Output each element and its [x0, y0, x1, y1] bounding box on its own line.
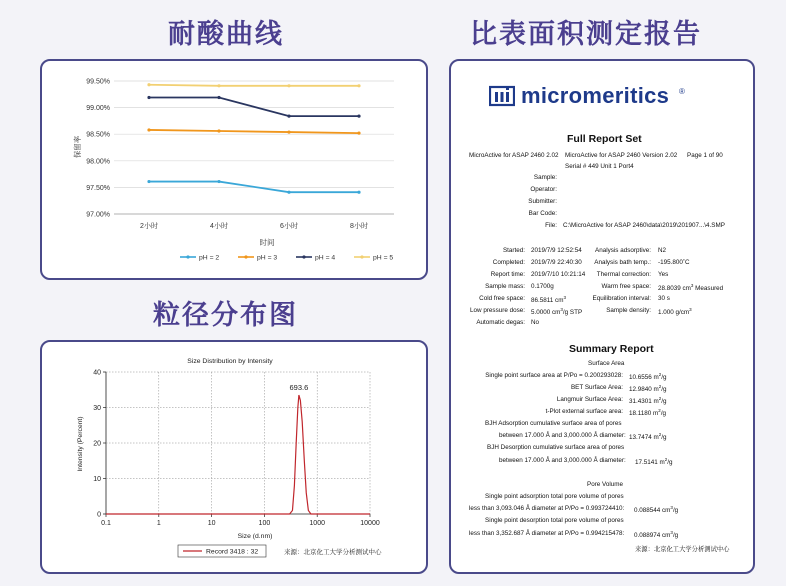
langmuir-sa-label: Langmuir Surface Area: — [556, 396, 623, 403]
psd-x-tick-label: 10000 — [360, 520, 380, 527]
adsorptive-label: Analysis adsorptive: — [595, 247, 651, 254]
bjh-ads-line2: between 17.000 Å and 3,000.000 Å diameter: — [499, 432, 626, 439]
acid-y-tick-label: 98.50% — [86, 131, 110, 139]
bjh-des-line2: between 17.000 Å and 3,000.000 Å diameter: — [499, 457, 626, 464]
density-label: Sample density: — [606, 307, 651, 314]
density-value: 1.000 $g/cm^3$ — [658, 307, 692, 317]
acid-legend-label: pH = 3 — [257, 254, 278, 262]
cold-space-label: Cold free space: — [479, 295, 525, 302]
acid-point — [217, 84, 220, 87]
acid-x-tick-label: 2小时 — [140, 223, 158, 230]
low-pressure-label: Low pressure dose: — [470, 307, 525, 314]
bet-report-panel — [449, 59, 755, 574]
psd-peak-label: 693.6 — [289, 383, 309, 393]
bath-temp-label: Analysis bath temp.: — [594, 259, 651, 266]
bjh-des-value: 17.5141 $m^2/g$ — [635, 457, 673, 467]
pv-des-line2: less than 3,352.687 Å diameter at P/Po = 0.994215478: — [469, 530, 625, 537]
acid-y-ticks — [86, 79, 110, 219]
file-path: C:\MicroActive for ASAP 2460\data\2019\201907...\4.SMP — [563, 222, 725, 229]
report-time-value: 2019/7/10 10:21:14 — [531, 271, 586, 278]
pv-ads-line2: less than 3,093.046 Å diameter at P/Po = 0.993724410: — [469, 505, 625, 512]
acid-curve-chart — [42, 61, 426, 278]
acid-point — [217, 96, 220, 99]
bjh-ads-line1: BJH Adsorption cumulative surface area of pores — [485, 420, 622, 427]
cold-space-value: 86.5811 $cm^3$ — [531, 295, 566, 305]
acid-series-line-3 — [149, 97, 359, 116]
acid-legend-marker — [244, 255, 247, 258]
psd-x-tick-label: 0.1 — [101, 520, 111, 527]
summary-report-heading: Summary Report — [569, 343, 654, 355]
acid-point — [147, 180, 150, 183]
acid-grid — [114, 81, 394, 214]
barcode-label: Bar Code: — [528, 210, 557, 217]
acid-curve-title: 耐酸曲线 — [168, 19, 284, 50]
acid-y-tick-label: 98.00% — [86, 158, 110, 166]
pv-des-value: 0.088974 $cm^3/g$ — [634, 530, 679, 540]
acid-x-tick-label: 4小时 — [210, 223, 228, 230]
acid-legend — [180, 255, 393, 262]
psd-series-curve — [106, 395, 370, 514]
pv-ads-line1: Single point adsorption total pore volume of pores — [485, 493, 624, 500]
bjh-des-line1: BJH Desorption cumulative surface area of pores — [487, 444, 625, 451]
acid-curve-panel — [40, 59, 428, 280]
acid-legend-label: pH = 4 — [315, 254, 336, 262]
submitter-label: Submitter: — [528, 198, 557, 205]
psd-y-axis-label: Intensity (Percent) — [77, 416, 84, 472]
serial-number: Serial # 449 Unit 1 Port4 — [565, 163, 634, 170]
page-number: Page 1 of 90 — [687, 152, 723, 159]
pv-des-line1: Single point desorption total pore volume of pores — [485, 517, 624, 524]
operator-label: Operator: — [530, 186, 557, 193]
acid-point — [147, 83, 150, 86]
psd-chart-title: Size Distribution by Intensity — [187, 358, 273, 365]
psd-x-tick-label: 10 — [207, 520, 216, 527]
warm-space-label: Warm free space: — [601, 283, 651, 290]
completed-label: Completed: — [492, 259, 525, 266]
acid-x-axis-label: 时间 — [259, 238, 275, 247]
acid-point — [217, 129, 220, 132]
started-value: 2019/7/9 12:52:54 — [531, 247, 582, 254]
psd-grid — [103, 372, 370, 517]
psd-y-tick-label: 40 — [93, 369, 101, 377]
sample-mass-value: 0.1700g — [531, 283, 554, 290]
acid-legend-label: pH = 5 — [373, 254, 394, 262]
acid-series-line-2 — [149, 130, 359, 133]
software-version: MicroActive for ASAP 2460 Version 2.02 — [565, 152, 678, 159]
acid-point — [287, 191, 290, 194]
auto-degas-label: Automatic degas: — [476, 319, 525, 326]
adsorptive-value: N2 — [658, 247, 667, 254]
acid-y-axis-label: 保留率 — [73, 135, 82, 159]
bath-temp-value: -195.800˚C — [658, 259, 690, 266]
single-point-sa-value: 10.6556 $m^2/g$ — [629, 372, 667, 382]
acid-legend-marker — [186, 255, 189, 258]
psd-y-tick-label: 30 — [93, 405, 101, 412]
psd-y-tick-label: 0 — [97, 511, 101, 519]
bet-report-title: 比表面积测定报告 — [470, 19, 702, 50]
acid-point — [357, 115, 360, 118]
acid-point — [217, 180, 220, 183]
psd-x-tick-label: 1000 — [309, 520, 325, 527]
bet-sa-label: BET Surface Area: — [570, 384, 623, 391]
particle-size-chart — [42, 342, 426, 572]
particle-size-title: 粒径分布图 — [153, 300, 298, 331]
completed-value: 2019/7/9 22:40:30 — [531, 259, 582, 266]
tplot-sa-label: t-Plot external surface area: — [545, 408, 623, 415]
micromeritics-logo-icon — [489, 85, 515, 107]
report-source-text: 来源：北京化工大学分析测试中心 — [635, 546, 730, 553]
acid-point — [357, 191, 360, 194]
acid-y-tick-label: 97.50% — [86, 184, 110, 192]
software-name: MicroActive for ASAP 2460 2.02 — [469, 152, 559, 159]
tplot-sa-value: 18.1180 $m^2/g$ — [629, 408, 667, 418]
acid-y-tick-label: 99.50% — [86, 78, 110, 86]
acid-point — [287, 115, 290, 118]
auto-degas-value: No — [531, 319, 540, 326]
warm-space-value: 28.8039 $cm^3$ Measured — [658, 283, 724, 293]
acid-legend-marker — [302, 255, 305, 258]
acid-legend-marker — [360, 255, 363, 258]
sample-mass-label: Sample mass: — [485, 283, 525, 290]
psd-x-ticks — [101, 520, 380, 527]
acid-series-lines — [147, 83, 360, 194]
psd-y-tick-label: 20 — [93, 440, 101, 448]
acid-x-tick-label: 8小时 — [350, 223, 368, 230]
acid-y-tick-label: 99.00% — [86, 105, 110, 113]
acid-point — [147, 96, 150, 99]
pv-ads-value: 0.088544 $cm^3/g$ — [634, 505, 679, 515]
full-report-heading: Full Report Set — [567, 133, 642, 145]
started-label: Started: — [502, 247, 525, 254]
acid-point — [147, 128, 150, 131]
logo-registered: ® — [679, 87, 685, 96]
acid-point — [287, 130, 290, 133]
file-label: File: — [545, 222, 557, 229]
acid-point — [357, 84, 360, 87]
logo-text: micromeritics — [521, 83, 670, 108]
acid-y-tick-label: 97.00% — [86, 211, 110, 219]
thermal-value: Yes — [658, 271, 669, 278]
pore-volume-heading: Pore Volume — [587, 481, 624, 488]
sample-label: Sample: — [533, 174, 557, 181]
low-pressure-value: 5.0000 $cm^3/g$ STP — [531, 307, 583, 317]
psd-y-tick-label: 10 — [93, 476, 101, 483]
surface-area-heading: Surface Area — [588, 360, 625, 367]
psd-x-axis-label: Size (d.nm) — [237, 533, 273, 540]
particle-size-panel — [40, 340, 428, 574]
equil-label: Equilibration interval: — [592, 295, 651, 302]
acid-x-tick-label: 6小时 — [280, 223, 298, 230]
acid-series-line-4 — [149, 85, 359, 86]
psd-x-tick-label: 100 — [258, 520, 271, 527]
acid-point — [357, 132, 360, 135]
psd-legend-label: Record 3418 : 32 — [206, 548, 259, 556]
acid-x-ticks — [140, 221, 368, 230]
psd-y-ticks — [93, 370, 101, 519]
bjh-ads-value: 13.7474 $m^2/g$ — [629, 432, 667, 442]
equil-value: 30 s — [658, 295, 670, 302]
acid-series-line-1 — [149, 182, 359, 193]
thermal-label: Thermal correction: — [596, 271, 651, 278]
report-time-label: Report time: — [490, 271, 525, 278]
psd-x-tick-label: 1 — [156, 520, 161, 527]
single-point-sa-label: Single point surface area at P/Po = 0.200293028: — [485, 372, 623, 379]
psd-source-text: 来源：北京化工大学分析测试中心 — [284, 549, 382, 556]
acid-legend-label: pH = 2 — [199, 254, 220, 262]
acid-point — [287, 84, 290, 87]
langmuir-sa-value: 31.4301 $m^2/g$ — [629, 396, 667, 406]
bet-sa-value: 12.9840 $m^2/g$ — [629, 384, 667, 394]
